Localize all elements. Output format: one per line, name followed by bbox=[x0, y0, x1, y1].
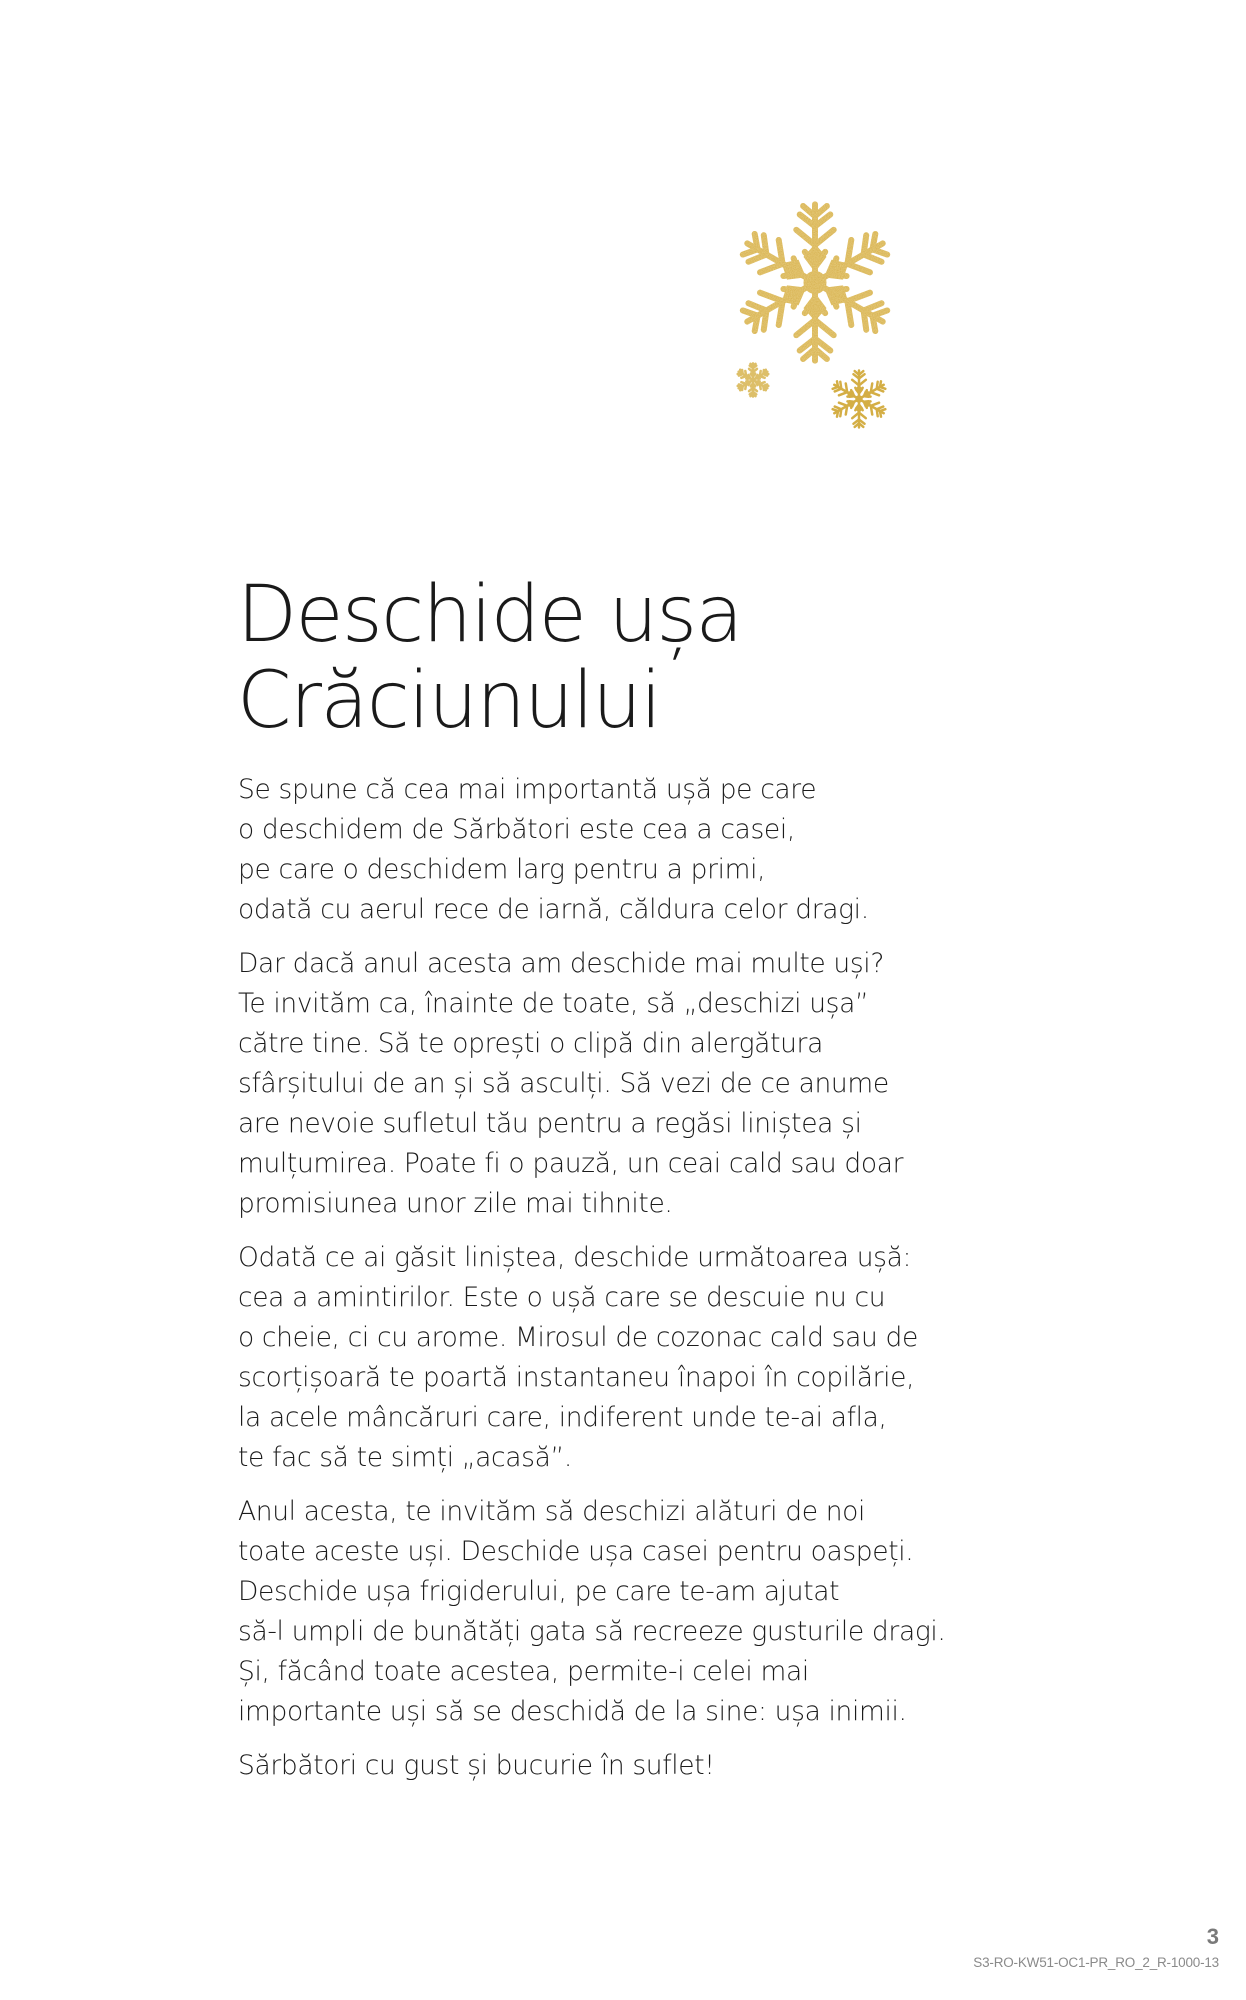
text-line: la acele mâncăruri care, indiferent unde te-ai afla, bbox=[238, 1402, 887, 1433]
text-line: toate aceste uși. Deschide ușa casei pentru oaspeți. bbox=[238, 1536, 914, 1567]
text-line: Te invităm ca, înainte de toate, să „deschizi ușa” bbox=[238, 988, 869, 1019]
text-line: Sărbători cu gust și bucurie în suflet! bbox=[238, 1750, 715, 1781]
paragraph-2 bbox=[238, 944, 1058, 1224]
text-line: pe care o deschidem larg pentru a primi, bbox=[238, 854, 766, 885]
text-line: are nevoie sufletul tău pentru a regăsi liniștea și bbox=[238, 1108, 862, 1139]
text-line: sfârșitului de an și să asculți. Să vezi de ce anume bbox=[238, 1068, 889, 1099]
text-line: odată cu aerul rece de iarnă, căldura celor dragi. bbox=[238, 894, 869, 925]
text-line: o cheie, ci cu arome. Mirosul de cozonac cald sau de bbox=[238, 1322, 918, 1353]
snowflake-icon bbox=[828, 368, 890, 430]
text-line: Anul acesta, te invităm să deschizi alături de noi bbox=[238, 1496, 866, 1527]
text-line: cea a amintirilor. Este o ușă care se descuie nu cu bbox=[238, 1282, 886, 1313]
text-line: scorțișoară te poartă instantaneu înapoi în copilărie, bbox=[238, 1362, 915, 1393]
closing-line bbox=[238, 1746, 1058, 1786]
page-number: 3 bbox=[1206, 1924, 1219, 1949]
text-line: mulțumirea. Poate fi o pauză, un ceai cald sau doar bbox=[238, 1148, 904, 1179]
page-title bbox=[237, 572, 742, 744]
snowflake-decoration bbox=[730, 190, 910, 440]
snowflake-icon bbox=[735, 362, 771, 398]
text-line: Odată ce ai găsit liniștea, deschide următoarea ușă: bbox=[238, 1242, 912, 1273]
article-body bbox=[238, 770, 1058, 1800]
title-line-2: Crăciunului bbox=[237, 656, 661, 746]
paragraph-3 bbox=[238, 1238, 1058, 1478]
text-line: te fac să te simți „acasă”. bbox=[238, 1442, 572, 1473]
paragraph-1 bbox=[238, 770, 1058, 930]
text-line: către tine. Să te oprești o clipă din alergătura bbox=[238, 1028, 823, 1059]
text-line: Și, făcând toate acestea, permite-i celei mai bbox=[238, 1656, 809, 1687]
text-line: Dar dacă anul acesta am deschide mai multe uși? bbox=[238, 948, 885, 979]
text-line: o deschidem de Sărbători este cea a casei, bbox=[238, 814, 795, 845]
text-line: Se spune că cea mai importantă ușă pe care bbox=[238, 774, 817, 805]
document-code: S3-RO-KW51-OC1-PR_RO_2_R-1000-13 bbox=[973, 1955, 1219, 1970]
title-line-1: Deschide ușa bbox=[237, 570, 742, 660]
paragraph-4 bbox=[238, 1492, 1058, 1732]
text-line: să-l umpli de bunătăți gata să recreeze gusturile dragi. bbox=[238, 1616, 946, 1647]
text-line: promisiunea unor zile mai tihnite. bbox=[238, 1188, 673, 1219]
text-line: importante uși să se deschidă de la sine: ușa inimii. bbox=[238, 1696, 907, 1727]
snowflake-icon bbox=[730, 190, 900, 375]
text-line: Deschide ușa frigiderului, pe care te-am ajutat bbox=[238, 1576, 840, 1607]
